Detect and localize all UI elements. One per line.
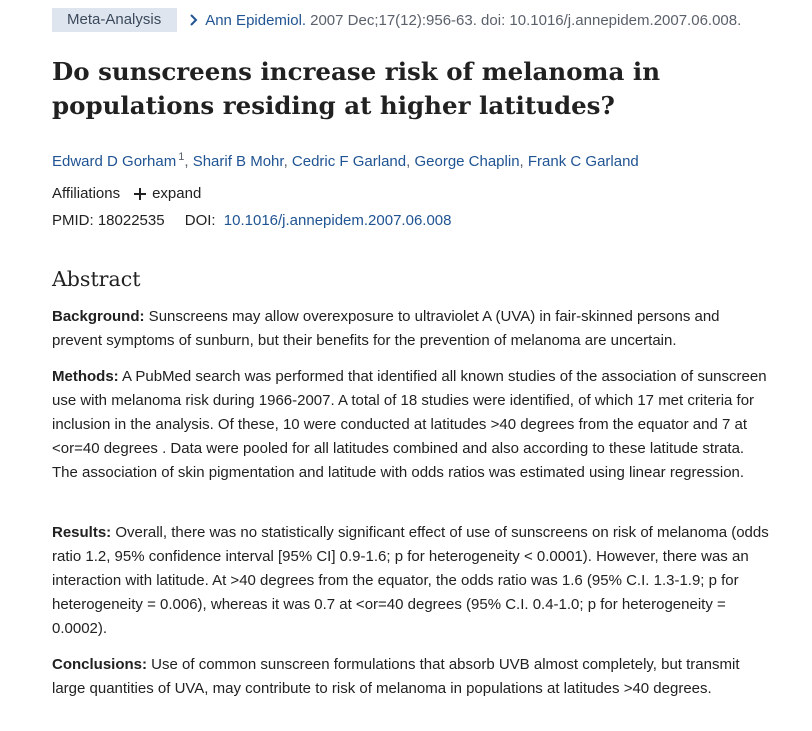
author-link[interactable]: Frank C Garland xyxy=(527,153,639,170)
conclusions-label: Conclusions: xyxy=(52,656,148,673)
author-link[interactable]: Sharif B Mohr xyxy=(192,153,284,170)
expand-affiliations-button[interactable]: expand xyxy=(152,185,202,202)
background-text: Sunscreens may allow overexposure to ultraviolet A (UVA) in fair-skinned persons and prevent symptoms of sunburn, but their benefits for the prevention of melanoma are uncertain. xyxy=(52,308,720,349)
plus-icon[interactable] xyxy=(134,188,146,200)
journal-link[interactable]: Ann Epidemiol. xyxy=(205,11,307,29)
abstract-heading: Abstract xyxy=(52,267,141,291)
pmid-value: 18022535 xyxy=(97,212,165,229)
author-link[interactable]: Edward D Gorham xyxy=(52,153,177,170)
author-link[interactable]: Cedric F Garland xyxy=(291,153,407,170)
authors-list: Edward D Gorham $^1$, Sharif B Mohr, Cedric F Garland, George Chaplin, Frank C Garland xyxy=(52,151,639,170)
background-label: Background: xyxy=(52,308,145,325)
abstract-results xyxy=(52,521,772,641)
identifiers-row xyxy=(52,211,451,231)
publication-type-badge: Meta-Analysis xyxy=(52,8,177,32)
title-line-1: Do sunscreens increase risk of melanoma in xyxy=(52,57,661,86)
doi-label: DOI: xyxy=(184,212,216,229)
methods-text: A PubMed search was performed that identified all known studies of the association of sunscreen use with melanoma risk during 1966-2007. A total of 18 studies were identified, of which 17 met criteria for inclusion in the analysis. Of these, 10 were conducted at latitudes >40 degrees from the equator and 7 at <or=40 degrees . Data were pooled for all latitudes combined and also according to these latitude strata. The association of skin pigmentation and latitude with odds ratios was estimated using linear regression. xyxy=(52,368,767,481)
results-label: Results: xyxy=(52,524,112,541)
pmid-label: PMID: xyxy=(52,212,94,229)
affiliations-row xyxy=(52,184,201,204)
affiliation-superscript[interactable]: 1 xyxy=(178,151,185,163)
affiliations-label: Affiliations xyxy=(52,185,121,202)
doi-link[interactable]: 10.1016/j.annepidem.2007.06.008 xyxy=(223,212,452,229)
citation-details: 2007 Dec;17(12):956-63. doi: 10.1016/j.annepidem.2007.06.008. xyxy=(310,11,742,29)
results-text: Overall, there was no statistically significant effect of use of sunscreens on risk of melanoma (odds ratio 1.2, 95% confidence interval [95% CI] 0.9-1.6; p for heterogeneity < 0.0001). However, there was an interaction with latitude. At >40 degrees from the equator, the odds ratio was 1.6 (95% C.I. 1.3-1.9; p for heterogeneity = 0.006), whereas it was 0.7 at <or=40 degrees (95% C.I. 0.4-1.0; p for heterogeneity = 0.0002). xyxy=(52,524,769,637)
methods-label: Methods: xyxy=(52,368,119,385)
abstract-background xyxy=(52,305,772,353)
title-line-2: populations residing at higher latitudes? xyxy=(52,91,615,120)
author-link[interactable]: George Chaplin xyxy=(414,153,520,170)
abstract-conclusions xyxy=(52,653,772,701)
citation-bar xyxy=(52,8,741,32)
article-title xyxy=(52,55,772,123)
abstract-methods xyxy=(52,365,772,485)
conclusions-text: Use of common sunscreen formulations that absorb UVB almost completely, but transmit large quantities of UVA, may contribute to risk of melanoma in populations at latitudes >40 degrees. xyxy=(52,656,740,697)
chevron-right-icon[interactable] xyxy=(183,12,205,28)
